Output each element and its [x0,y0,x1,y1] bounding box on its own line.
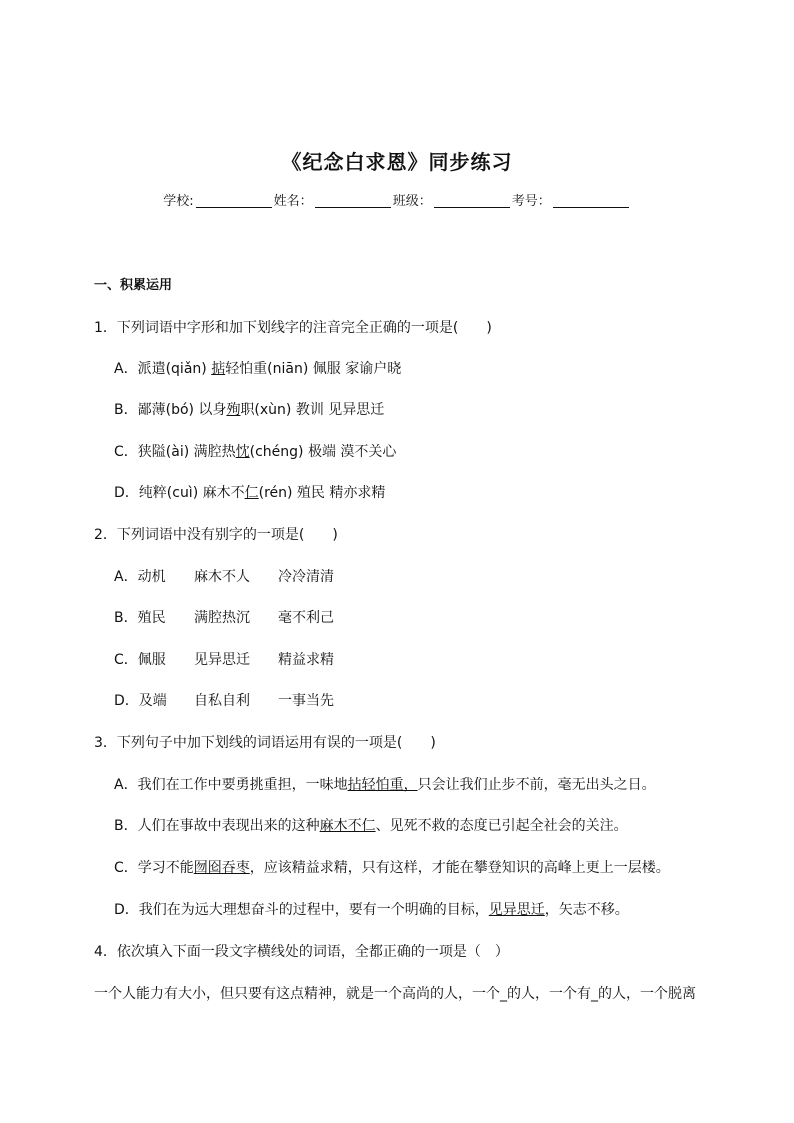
number-label: 考号： [511,194,551,209]
option-text: D．纯粹(cuì) 麻木不 [114,485,245,501]
option-text: A．派遣(qiǎn) [114,361,212,377]
name-blank[interactable] [315,194,391,208]
question-3-option-b [114,815,628,835]
question-4-stem: 4．依次填入下面一段文字横线处的词语，全都正确的一项是（ ） [94,944,509,960]
option-text: B．人们在事故中表现出来的这种 [114,818,320,834]
question-1-stem: 1．下列词语中字形和加下划线字的注音完全正确的一项是( ) [94,320,492,336]
option-text: B．鄙薄(bó) 以身 [114,402,227,418]
underlined-phrase: 囫囵吞枣 [193,860,250,876]
option-text: C．狭隘(ài) 满腔热 [114,444,236,460]
option-word: D．及端 [114,693,167,709]
question-2-option-a [114,566,334,586]
option-text: ，矢志不移。 [544,902,629,918]
option-text: D．我们在为远大理想奋斗的过程中，要有一个明确的目标， [114,902,489,918]
option-text: A．我们在工作中要勇挑重担，一味地 [114,777,348,793]
question-4-passage: 一个人能力有大小，但只要有这点精神，就是一个高尚的人，一个_的人，一个有_的人，一个脱离 [94,986,696,1002]
underlined-char: 忱 [235,444,250,460]
option-word: 麻木不人 [194,569,250,585]
school-blank[interactable] [196,194,272,208]
option-word: 自私自利 [194,693,250,709]
underlined-phrase: 麻木不仁 [319,818,376,834]
class-label: 班级： [392,194,432,209]
question-2-option-c [114,649,334,669]
option-word: A．动机 [114,569,166,585]
underlined-char: 殉 [226,402,241,418]
underlined-phrase: 见异思迁 [488,902,545,918]
question-3-option-d [114,899,629,919]
question-3-option-c [114,857,670,877]
option-text: C．学习不能 [114,860,194,876]
page-title: 《纪念白求恩》同步练习 [281,150,513,174]
question-2-option-d [114,690,334,710]
option-text: (chéng) 极端 漠不关心 [249,444,397,460]
option-text: 只会让我们止步不前，毫无出头之日。 [417,777,656,793]
option-word: 一事当先 [278,693,334,709]
option-word: 毫不利己 [278,610,334,626]
question-1-option-d [114,482,385,502]
student-info-line [0,190,794,209]
section-heading: 一、积累运用 [94,278,173,293]
underlined-char: 掂 [211,361,226,377]
underlined-char: 仁 [244,485,259,501]
question-1-option-b [114,399,384,419]
option-text: 、见死不救的态度已引起全社会的关注。 [375,818,628,834]
question-2-option-b [114,607,334,627]
option-text: ，应该精益求精，只有这样，才能在攀登知识的高峰上更上一层楼。 [249,860,670,876]
number-blank[interactable] [553,194,629,208]
option-word: C．佩服 [114,652,166,668]
option-word: B．殖民 [114,610,166,626]
underlined-phrase: 拈轻怕重， [347,777,418,793]
question-3-stem: 3．下列句子中加下划线的词语运用有误的一项是( ) [94,735,436,751]
name-label: 姓名： [273,194,313,209]
question-2-stem: 2．下列词语中没有别字的一项是( ) [94,527,338,543]
question-3-option-a [114,774,656,794]
option-text: 职(xùn) 教训 见异思迁 [240,402,385,418]
option-word: 见异思迁 [194,652,250,668]
class-blank[interactable] [434,194,510,208]
school-label: 学校: [163,194,194,209]
option-word: 精益求精 [278,652,334,668]
option-word: 满腔热沉 [194,610,250,626]
option-word: 冷冷清清 [278,569,334,585]
question-1-option-c [114,441,396,461]
question-1-option-a [114,358,401,378]
option-text: (rén) 殖民 精亦求精 [258,485,386,501]
option-text: 轻怕重(niān) 佩服 家谕户晓 [225,361,402,377]
